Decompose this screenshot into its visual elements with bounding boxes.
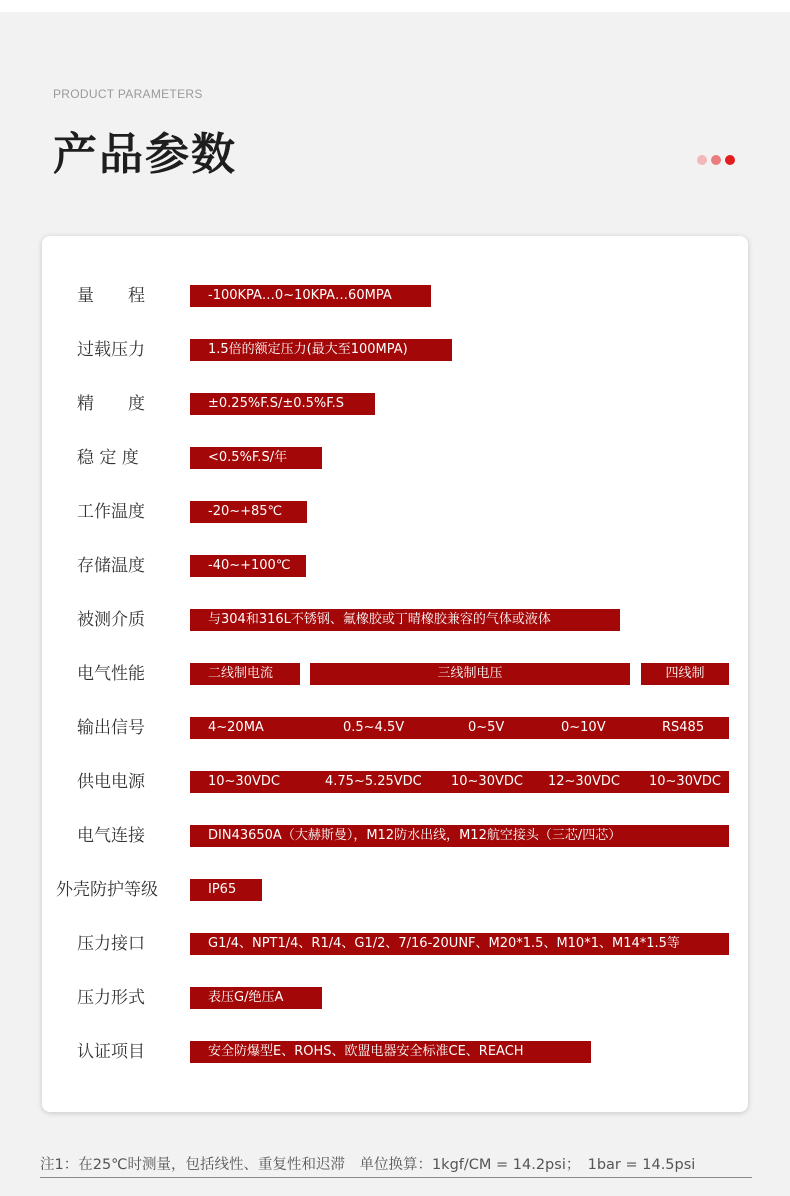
param-label: 过载压力 — [77, 340, 145, 360]
param-row-pressure-type — [42, 987, 748, 1009]
section-subtitle: PRODUCT PARAMETERS — [53, 87, 203, 101]
param-value-three-wire: 三线制电压 — [310, 663, 630, 685]
param-row-certification — [42, 1041, 748, 1063]
param-value-group — [190, 771, 729, 793]
param-value: 安全防爆型E、ROHS、欧盟电器安全标准CE、REACH — [190, 1041, 591, 1063]
parameters-card — [42, 236, 748, 1112]
output-option: 0~10V — [561, 720, 606, 735]
param-value-group — [190, 717, 729, 739]
param-label: 存储温度 — [77, 556, 145, 576]
param-value: -100KPA…0~10KPA…60MPA — [190, 285, 431, 307]
power-option: 10~30VDC — [208, 774, 280, 789]
dot-icon-medium — [711, 155, 721, 165]
param-label: 压力接口 — [77, 934, 145, 954]
power-option: 10~30VDC — [649, 774, 721, 789]
param-value: -40~+100℃ — [190, 555, 306, 577]
param-value: IP65 — [190, 879, 262, 901]
param-label: 压力形式 — [77, 988, 145, 1008]
param-value-two-wire: 二线制电流 — [190, 663, 300, 685]
param-label: 被测介质 — [77, 610, 145, 630]
param-label: 认证项目 — [77, 1042, 145, 1062]
param-row-output — [42, 717, 748, 739]
power-option: 4.75~5.25VDC — [325, 774, 422, 789]
param-value-four-wire: 四线制 — [641, 663, 729, 685]
param-row-range — [42, 285, 748, 307]
param-row-overload — [42, 339, 748, 361]
param-row-connection — [42, 825, 748, 847]
param-row-stability — [42, 447, 748, 469]
top-strip — [0, 0, 790, 12]
param-value: 表压G/绝压A — [190, 987, 322, 1009]
param-row-electrical — [42, 663, 748, 685]
footnote: 注1：在25℃时测量，包括线性、重复性和迟滞 单位换算：1kgf/CM = 14.2psi； 1bar = 14.5psi — [40, 1153, 752, 1178]
param-row-accuracy — [42, 393, 748, 415]
param-row-storage-temp — [42, 555, 748, 577]
param-row-power — [42, 771, 748, 793]
param-label: 精 度 — [77, 394, 145, 414]
param-row-protection — [42, 879, 748, 901]
page-title: 产品参数 — [53, 129, 237, 180]
param-label: 量 程 — [77, 286, 145, 306]
output-option: RS485 — [662, 720, 705, 735]
power-option: 10~30VDC — [451, 774, 523, 789]
param-label: 电气连接 — [77, 826, 145, 846]
param-value: -20~+85℃ — [190, 501, 307, 523]
output-option: 4~20MA — [208, 720, 264, 735]
param-label: 输出信号 — [77, 718, 145, 738]
param-row-port — [42, 933, 748, 955]
output-option: 0~5V — [468, 720, 505, 735]
param-value: 1.5倍的额定压力(最大至100MPA) — [190, 339, 452, 361]
param-label: 稳 定 度 — [77, 448, 139, 468]
param-value: 与304和316L不锈钢、氟橡胶或丁晴橡胶兼容的气体或液体 — [190, 609, 620, 631]
param-label: 电气性能 — [77, 664, 145, 684]
dot-icon-dark — [725, 155, 735, 165]
param-value: G1/4、NPT1/4、R1/4、G1/2、7/16-20UNF、M20*1.5、M10*1、M14*1.5等 — [190, 933, 729, 955]
param-value: DIN43650A（大赫斯曼），M12防水出线，M12航空接头（三芯/四芯） — [190, 825, 729, 847]
param-label: 外壳防护等级 — [56, 880, 158, 900]
decorative-dots — [697, 155, 735, 165]
param-label: 供电电源 — [77, 772, 145, 792]
dot-icon-light — [697, 155, 707, 165]
param-label: 工作温度 — [77, 502, 145, 522]
param-row-medium — [42, 609, 748, 631]
power-option: 12~30VDC — [548, 774, 620, 789]
param-row-operating-temp — [42, 501, 748, 523]
output-option: 0.5~4.5V — [343, 720, 405, 735]
param-value: <0.5%F.S/年 — [190, 447, 322, 469]
param-value: ±0.25%F.S/±0.5%F.S — [190, 393, 375, 415]
